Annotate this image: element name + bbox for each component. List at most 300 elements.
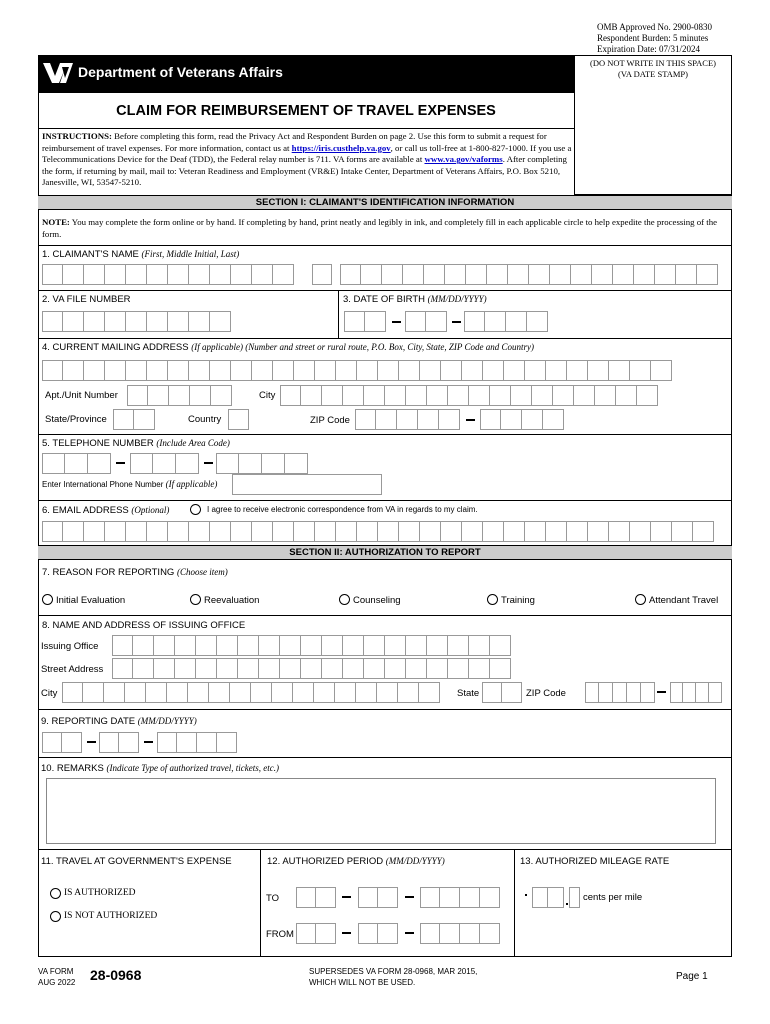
char-box[interactable] (133, 635, 154, 656)
char-box[interactable] (112, 635, 133, 656)
char-box[interactable] (599, 682, 613, 703)
char-box[interactable] (357, 360, 378, 381)
char-box[interactable] (293, 682, 314, 703)
char-box[interactable] (378, 360, 399, 381)
char-box[interactable] (285, 453, 308, 474)
char-box[interactable] (356, 682, 377, 703)
period-to-month-field[interactable] (296, 887, 336, 908)
char-box[interactable] (399, 521, 420, 542)
char-box[interactable] (146, 682, 167, 703)
char-box[interactable] (42, 453, 65, 474)
char-box[interactable] (357, 521, 378, 542)
char-box[interactable] (627, 682, 641, 703)
char-box[interactable] (405, 311, 426, 332)
char-box[interactable] (609, 521, 630, 542)
char-box[interactable] (630, 521, 651, 542)
not-authorized-radio[interactable] (50, 911, 61, 922)
char-box[interactable] (490, 658, 511, 679)
char-box[interactable] (42, 264, 63, 285)
char-box[interactable] (469, 658, 490, 679)
char-box[interactable] (217, 658, 238, 679)
char-box[interactable] (189, 360, 210, 381)
char-box[interactable] (62, 732, 82, 753)
char-box[interactable] (175, 635, 196, 656)
char-box[interactable] (406, 385, 427, 406)
char-box[interactable] (259, 635, 280, 656)
char-box[interactable] (574, 385, 595, 406)
char-box[interactable] (209, 682, 230, 703)
char-box[interactable] (403, 264, 424, 285)
char-box[interactable] (696, 682, 709, 703)
char-box[interactable] (343, 385, 364, 406)
respondent-burden: Respondent Burden: 5 minutes (597, 33, 709, 43)
char-box[interactable] (197, 732, 217, 753)
apt-field[interactable] (127, 385, 232, 406)
char-box[interactable] (670, 682, 683, 703)
phone-prefix-field[interactable] (130, 453, 199, 474)
char-box[interactable] (527, 311, 548, 332)
char-box[interactable] (99, 732, 119, 753)
char-box[interactable] (62, 682, 83, 703)
char-box[interactable] (546, 360, 567, 381)
char-box[interactable] (273, 521, 294, 542)
char-box[interactable] (355, 409, 376, 430)
char-box[interactable] (630, 360, 651, 381)
char-box[interactable] (147, 521, 168, 542)
char-box[interactable] (406, 635, 427, 656)
char-box[interactable] (613, 682, 627, 703)
char-box[interactable] (238, 658, 259, 679)
reevaluation-radio[interactable] (190, 594, 201, 605)
char-box[interactable] (399, 360, 420, 381)
intl-phone-field[interactable] (232, 474, 382, 495)
char-box[interactable] (483, 360, 504, 381)
char-box[interactable] (104, 682, 125, 703)
char-box[interactable] (382, 264, 403, 285)
char-box[interactable] (252, 264, 273, 285)
char-box[interactable] (637, 385, 658, 406)
char-box[interactable] (693, 521, 714, 542)
vaforms-link[interactable]: www.va.gov/vaforms (424, 154, 503, 165)
char-box[interactable] (427, 658, 448, 679)
char-box[interactable] (42, 732, 62, 753)
char-box[interactable] (364, 385, 385, 406)
char-box[interactable] (420, 923, 440, 944)
char-box[interactable] (168, 264, 189, 285)
char-box[interactable] (112, 658, 133, 679)
char-box[interactable] (105, 311, 126, 332)
char-box[interactable] (126, 264, 147, 285)
middle-initial-field[interactable] (312, 264, 332, 285)
char-box[interactable] (504, 360, 525, 381)
char-box[interactable] (420, 521, 441, 542)
char-box[interactable] (697, 264, 718, 285)
dob-year-field[interactable] (464, 311, 548, 332)
char-box[interactable] (105, 521, 126, 542)
char-box[interactable] (550, 264, 571, 285)
char-box[interactable] (280, 635, 301, 656)
char-box[interactable] (312, 264, 332, 285)
char-box[interactable] (63, 360, 84, 381)
period-from-day-field[interactable] (358, 923, 398, 944)
first-name-field[interactable] (42, 264, 294, 285)
char-box[interactable] (134, 409, 155, 430)
char-box[interactable] (460, 887, 480, 908)
char-box[interactable] (462, 360, 483, 381)
char-box[interactable] (210, 264, 231, 285)
char-box[interactable] (683, 682, 696, 703)
char-box[interactable] (427, 635, 448, 656)
char-box[interactable] (358, 923, 378, 944)
issuing-zip-field[interactable] (585, 682, 655, 702)
initial-evaluation-radio[interactable] (42, 594, 53, 605)
char-box[interactable] (439, 409, 460, 430)
char-box[interactable] (448, 658, 469, 679)
char-box[interactable] (546, 521, 567, 542)
char-box[interactable] (504, 521, 525, 542)
char-box[interactable] (217, 635, 238, 656)
char-box[interactable] (84, 311, 105, 332)
char-box[interactable] (364, 635, 385, 656)
char-box[interactable] (42, 360, 63, 381)
char-box[interactable] (525, 360, 546, 381)
char-box[interactable] (42, 311, 63, 332)
char-box[interactable] (228, 409, 249, 430)
char-box[interactable] (651, 521, 672, 542)
char-box[interactable] (529, 264, 550, 285)
char-box[interactable] (105, 264, 126, 285)
issuing-city-field[interactable] (62, 682, 440, 702)
char-box[interactable] (511, 385, 532, 406)
street-address-field[interactable] (42, 360, 672, 381)
char-box[interactable] (296, 923, 316, 944)
char-box[interactable] (315, 521, 336, 542)
char-box[interactable] (397, 409, 418, 430)
agency-name: Department of Veterans Affairs (78, 64, 283, 80)
char-box[interactable] (217, 732, 237, 753)
issuing-office-field[interactable] (112, 635, 511, 655)
char-box[interactable] (420, 887, 440, 908)
char-box[interactable] (672, 521, 693, 542)
char-box[interactable] (613, 264, 634, 285)
char-box[interactable] (147, 264, 168, 285)
char-box[interactable] (147, 311, 168, 332)
char-box[interactable] (216, 453, 239, 474)
char-box[interactable] (634, 264, 655, 285)
char-box[interactable] (231, 360, 252, 381)
char-box[interactable] (177, 732, 197, 753)
char-box[interactable] (440, 887, 460, 908)
char-box[interactable] (259, 658, 280, 679)
char-box[interactable] (569, 887, 580, 908)
char-box[interactable] (441, 360, 462, 381)
char-box[interactable] (376, 409, 397, 430)
char-box[interactable] (168, 311, 189, 332)
char-box[interactable] (532, 385, 553, 406)
period-from-year-field[interactable] (420, 923, 500, 944)
char-box[interactable] (335, 682, 356, 703)
char-box[interactable] (548, 887, 564, 908)
char-box[interactable] (153, 453, 176, 474)
issuing-street-field[interactable] (112, 658, 511, 678)
char-box[interactable] (483, 521, 504, 542)
char-box[interactable] (609, 360, 630, 381)
char-box[interactable] (175, 658, 196, 679)
char-box[interactable] (230, 682, 251, 703)
char-box[interactable] (154, 658, 175, 679)
char-box[interactable] (506, 311, 527, 332)
char-box[interactable] (440, 923, 460, 944)
char-box[interactable] (210, 311, 231, 332)
email-field[interactable] (42, 521, 714, 542)
char-box[interactable] (273, 360, 294, 381)
attendant-travel-radio[interactable] (635, 594, 646, 605)
state-field[interactable] (113, 409, 155, 430)
char-box[interactable] (148, 385, 169, 406)
iris-link[interactable]: https://iris.custhelp.va.gov (291, 142, 391, 153)
char-box[interactable] (294, 360, 315, 381)
period-from-month-field[interactable] (296, 923, 336, 944)
counseling-radio[interactable] (339, 594, 350, 605)
char-box[interactable] (445, 264, 466, 285)
char-box[interactable] (377, 682, 398, 703)
char-box[interactable] (419, 682, 440, 703)
char-box[interactable] (63, 264, 84, 285)
char-box[interactable] (571, 264, 592, 285)
char-box[interactable] (448, 635, 469, 656)
char-box[interactable] (196, 635, 217, 656)
char-box[interactable] (676, 264, 697, 285)
char-box[interactable] (63, 311, 84, 332)
char-box[interactable] (168, 360, 189, 381)
reporting-year-field[interactable] (157, 732, 237, 753)
char-box[interactable] (490, 635, 511, 656)
char-box[interactable] (84, 360, 105, 381)
char-box[interactable] (127, 385, 148, 406)
char-box[interactable] (406, 658, 427, 679)
char-box[interactable] (502, 682, 522, 703)
state-label: State/Province (45, 414, 107, 425)
char-box[interactable] (427, 385, 448, 406)
dob-day-field[interactable] (405, 311, 447, 332)
char-box[interactable] (188, 682, 209, 703)
char-box[interactable] (532, 887, 548, 908)
char-box[interactable] (482, 682, 502, 703)
dob-month-field[interactable] (344, 311, 386, 332)
char-box[interactable] (424, 264, 445, 285)
char-box[interactable] (294, 521, 315, 542)
char-box[interactable] (169, 385, 190, 406)
char-box[interactable] (522, 409, 543, 430)
char-box[interactable] (196, 658, 217, 679)
phone-line-field[interactable] (216, 453, 308, 474)
char-box[interactable] (252, 360, 273, 381)
char-box[interactable] (464, 311, 485, 332)
char-box[interactable] (616, 385, 637, 406)
char-box[interactable] (210, 360, 231, 381)
char-box[interactable] (189, 311, 210, 332)
char-box[interactable] (322, 658, 343, 679)
period-to-year-field[interactable] (420, 887, 500, 908)
char-box[interactable] (316, 923, 336, 944)
char-box[interactable] (469, 635, 490, 656)
char-box[interactable] (480, 409, 501, 430)
char-box[interactable] (84, 264, 105, 285)
char-box[interactable] (63, 521, 84, 542)
char-box[interactable] (125, 682, 146, 703)
char-box[interactable] (126, 521, 147, 542)
char-box[interactable] (641, 682, 655, 703)
authorized-radio[interactable] (50, 888, 61, 899)
not-authorized-label: IS NOT AUTHORIZED (64, 911, 158, 921)
remarks-field[interactable] (46, 778, 716, 844)
char-box[interactable] (176, 453, 199, 474)
char-box[interactable] (119, 732, 139, 753)
char-box[interactable] (336, 360, 357, 381)
period-to-day-field[interactable] (358, 887, 398, 908)
char-box[interactable] (252, 521, 273, 542)
char-box[interactable] (709, 682, 722, 703)
char-box[interactable] (448, 385, 469, 406)
phone-area-field[interactable] (42, 453, 111, 474)
char-box[interactable] (147, 360, 168, 381)
char-box[interactable] (126, 360, 147, 381)
char-box[interactable] (42, 521, 63, 542)
char-box[interactable] (167, 682, 188, 703)
char-box[interactable] (190, 385, 211, 406)
char-box[interactable] (211, 385, 232, 406)
char-box[interactable] (343, 658, 364, 679)
char-box[interactable] (126, 311, 147, 332)
char-box[interactable] (301, 385, 322, 406)
char-box[interactable] (280, 385, 301, 406)
char-box[interactable] (501, 409, 522, 430)
char-box[interactable] (469, 385, 490, 406)
va-file-number-field[interactable] (42, 311, 231, 332)
char-box[interactable] (490, 385, 511, 406)
char-box[interactable] (585, 682, 599, 703)
char-box[interactable] (595, 385, 616, 406)
char-box[interactable] (460, 923, 480, 944)
issuing-zip-ext-field[interactable] (670, 682, 722, 702)
char-box[interactable] (84, 521, 105, 542)
char-box[interactable] (385, 385, 406, 406)
char-box[interactable] (378, 521, 399, 542)
char-box[interactable] (588, 521, 609, 542)
mileage-rate-field[interactable] (532, 887, 564, 907)
char-box[interactable] (588, 360, 609, 381)
char-box[interactable] (343, 635, 364, 656)
char-box[interactable] (154, 635, 175, 656)
char-box[interactable] (420, 360, 441, 381)
char-box[interactable] (336, 521, 357, 542)
char-box[interactable] (508, 264, 529, 285)
last-name-field[interactable] (340, 264, 718, 285)
char-box[interactable] (567, 521, 588, 542)
char-box[interactable] (314, 682, 335, 703)
char-box[interactable] (296, 887, 316, 908)
char-box[interactable] (340, 264, 361, 285)
char-box[interactable] (238, 635, 259, 656)
mileage-cents-field[interactable] (569, 887, 580, 907)
char-box[interactable] (189, 521, 210, 542)
char-box[interactable] (316, 887, 336, 908)
reporting-month-field[interactable] (42, 732, 82, 753)
char-box[interactable] (365, 311, 386, 332)
char-box[interactable] (344, 311, 365, 332)
char-box[interactable] (567, 360, 588, 381)
char-box[interactable] (466, 264, 487, 285)
char-box[interactable] (378, 887, 398, 908)
country-field[interactable] (228, 409, 249, 430)
char-box[interactable] (441, 521, 462, 542)
char-box[interactable] (480, 887, 500, 908)
char-box[interactable] (272, 682, 293, 703)
char-box[interactable] (426, 311, 447, 332)
char-box[interactable] (301, 635, 322, 656)
char-box[interactable] (133, 658, 154, 679)
char-box[interactable] (280, 658, 301, 679)
char-box[interactable] (364, 658, 385, 679)
email-consent-radio[interactable] (190, 504, 201, 515)
char-box[interactable] (301, 658, 322, 679)
char-box[interactable] (543, 409, 564, 430)
char-box[interactable] (553, 385, 574, 406)
char-box[interactable] (322, 635, 343, 656)
char-box[interactable] (65, 453, 88, 474)
char-box[interactable] (385, 635, 406, 656)
char-box[interactable] (398, 682, 419, 703)
char-box[interactable] (525, 521, 546, 542)
char-box[interactable] (231, 264, 252, 285)
char-box[interactable] (385, 658, 406, 679)
zip-field[interactable] (355, 409, 460, 430)
char-box[interactable] (231, 521, 252, 542)
char-box[interactable] (592, 264, 613, 285)
char-box[interactable] (88, 453, 111, 474)
char-box[interactable] (462, 521, 483, 542)
char-box[interactable] (361, 264, 382, 285)
char-box[interactable] (655, 264, 676, 285)
char-box[interactable] (487, 264, 508, 285)
char-box[interactable] (358, 887, 378, 908)
city-field[interactable] (280, 385, 658, 406)
char-box[interactable] (651, 360, 672, 381)
char-box[interactable] (315, 360, 336, 381)
char-box[interactable] (378, 923, 398, 944)
char-box[interactable] (83, 682, 104, 703)
char-box[interactable] (189, 264, 210, 285)
char-box[interactable] (262, 453, 285, 474)
char-box[interactable] (210, 521, 231, 542)
char-box[interactable] (322, 385, 343, 406)
reporting-day-field[interactable] (99, 732, 139, 753)
char-box[interactable] (239, 453, 262, 474)
char-box[interactable] (418, 409, 439, 430)
char-box[interactable] (485, 311, 506, 332)
zip-ext-field[interactable] (480, 409, 564, 430)
char-box[interactable] (480, 923, 500, 944)
char-box[interactable] (157, 732, 177, 753)
char-box[interactable] (168, 521, 189, 542)
issuing-state-field[interactable] (482, 682, 522, 702)
char-box[interactable] (251, 682, 272, 703)
char-box[interactable] (113, 409, 134, 430)
char-box[interactable] (105, 360, 126, 381)
char-box[interactable] (130, 453, 153, 474)
training-radio[interactable] (487, 594, 498, 605)
char-box[interactable] (273, 264, 294, 285)
